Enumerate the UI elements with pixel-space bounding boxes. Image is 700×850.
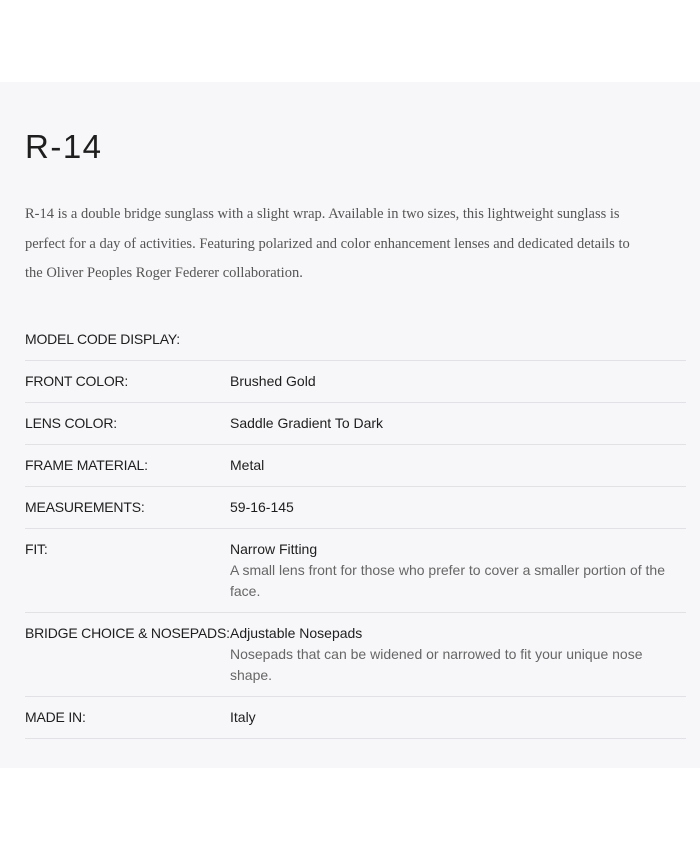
spec-label: MADE IN:: [25, 709, 86, 725]
spec-label: MODEL CODE DISPLAY:: [25, 330, 180, 347]
spec-table: [25, 318, 686, 739]
product-title: R-14: [25, 128, 103, 165]
spec-value: [230, 707, 686, 728]
spec-row-measurements: [25, 487, 686, 529]
spec-label: LENS COLOR:: [25, 415, 117, 431]
spec-value-main: Metal: [230, 457, 265, 473]
spec-value: [230, 539, 686, 602]
spec-value: [230, 497, 686, 518]
spec-row-front-color: [25, 361, 686, 403]
spec-value-main: Saddle Gradient To Dark: [230, 415, 384, 431]
spec-value-note: Nosepads that can be widened or narrowed to fit your unique nose shape.: [230, 646, 643, 683]
spec-label: FIT:: [25, 541, 48, 557]
spec-row-lens-color: [25, 403, 686, 445]
spec-value-main: Narrow Fitting: [230, 541, 318, 557]
spec-label: FRAME MATERIAL:: [25, 457, 148, 473]
spec-value: [230, 455, 686, 476]
spec-row-fit: [25, 529, 686, 613]
spec-value: [230, 623, 686, 686]
spec-value-main: 59-16-145: [230, 499, 294, 515]
spec-row-made-in: [25, 697, 686, 739]
spec-label: FRONT COLOR:: [25, 373, 129, 389]
spec-value-main: Italy: [230, 709, 256, 725]
spec-row-model-code: [25, 318, 686, 361]
spec-row-bridge-choice: [25, 613, 686, 697]
spec-label: BRIDGE CHOICE & NOSEPADS:: [25, 625, 230, 641]
spec-label: MEASUREMENTS:: [25, 499, 145, 515]
spec-value-main: Brushed Gold: [230, 373, 316, 389]
spec-value-note: A small lens front for those who prefer to cover a smaller portion of the face.: [230, 562, 665, 599]
spec-row-frame-material: [25, 445, 686, 487]
spec-value: [230, 413, 686, 434]
spec-value: [230, 371, 686, 392]
spec-value-main: Adjustable Nosepads: [230, 625, 363, 641]
product-description: R-14 is a double bridge sunglass with a slight wrap. Available in two sizes, this lightweight sunglass is perfect for a day of activities. Featuring polarized and color enhancement lenses and dedicated details to the Oliver Peoples Roger Federer collaboration.: [25, 206, 630, 281]
